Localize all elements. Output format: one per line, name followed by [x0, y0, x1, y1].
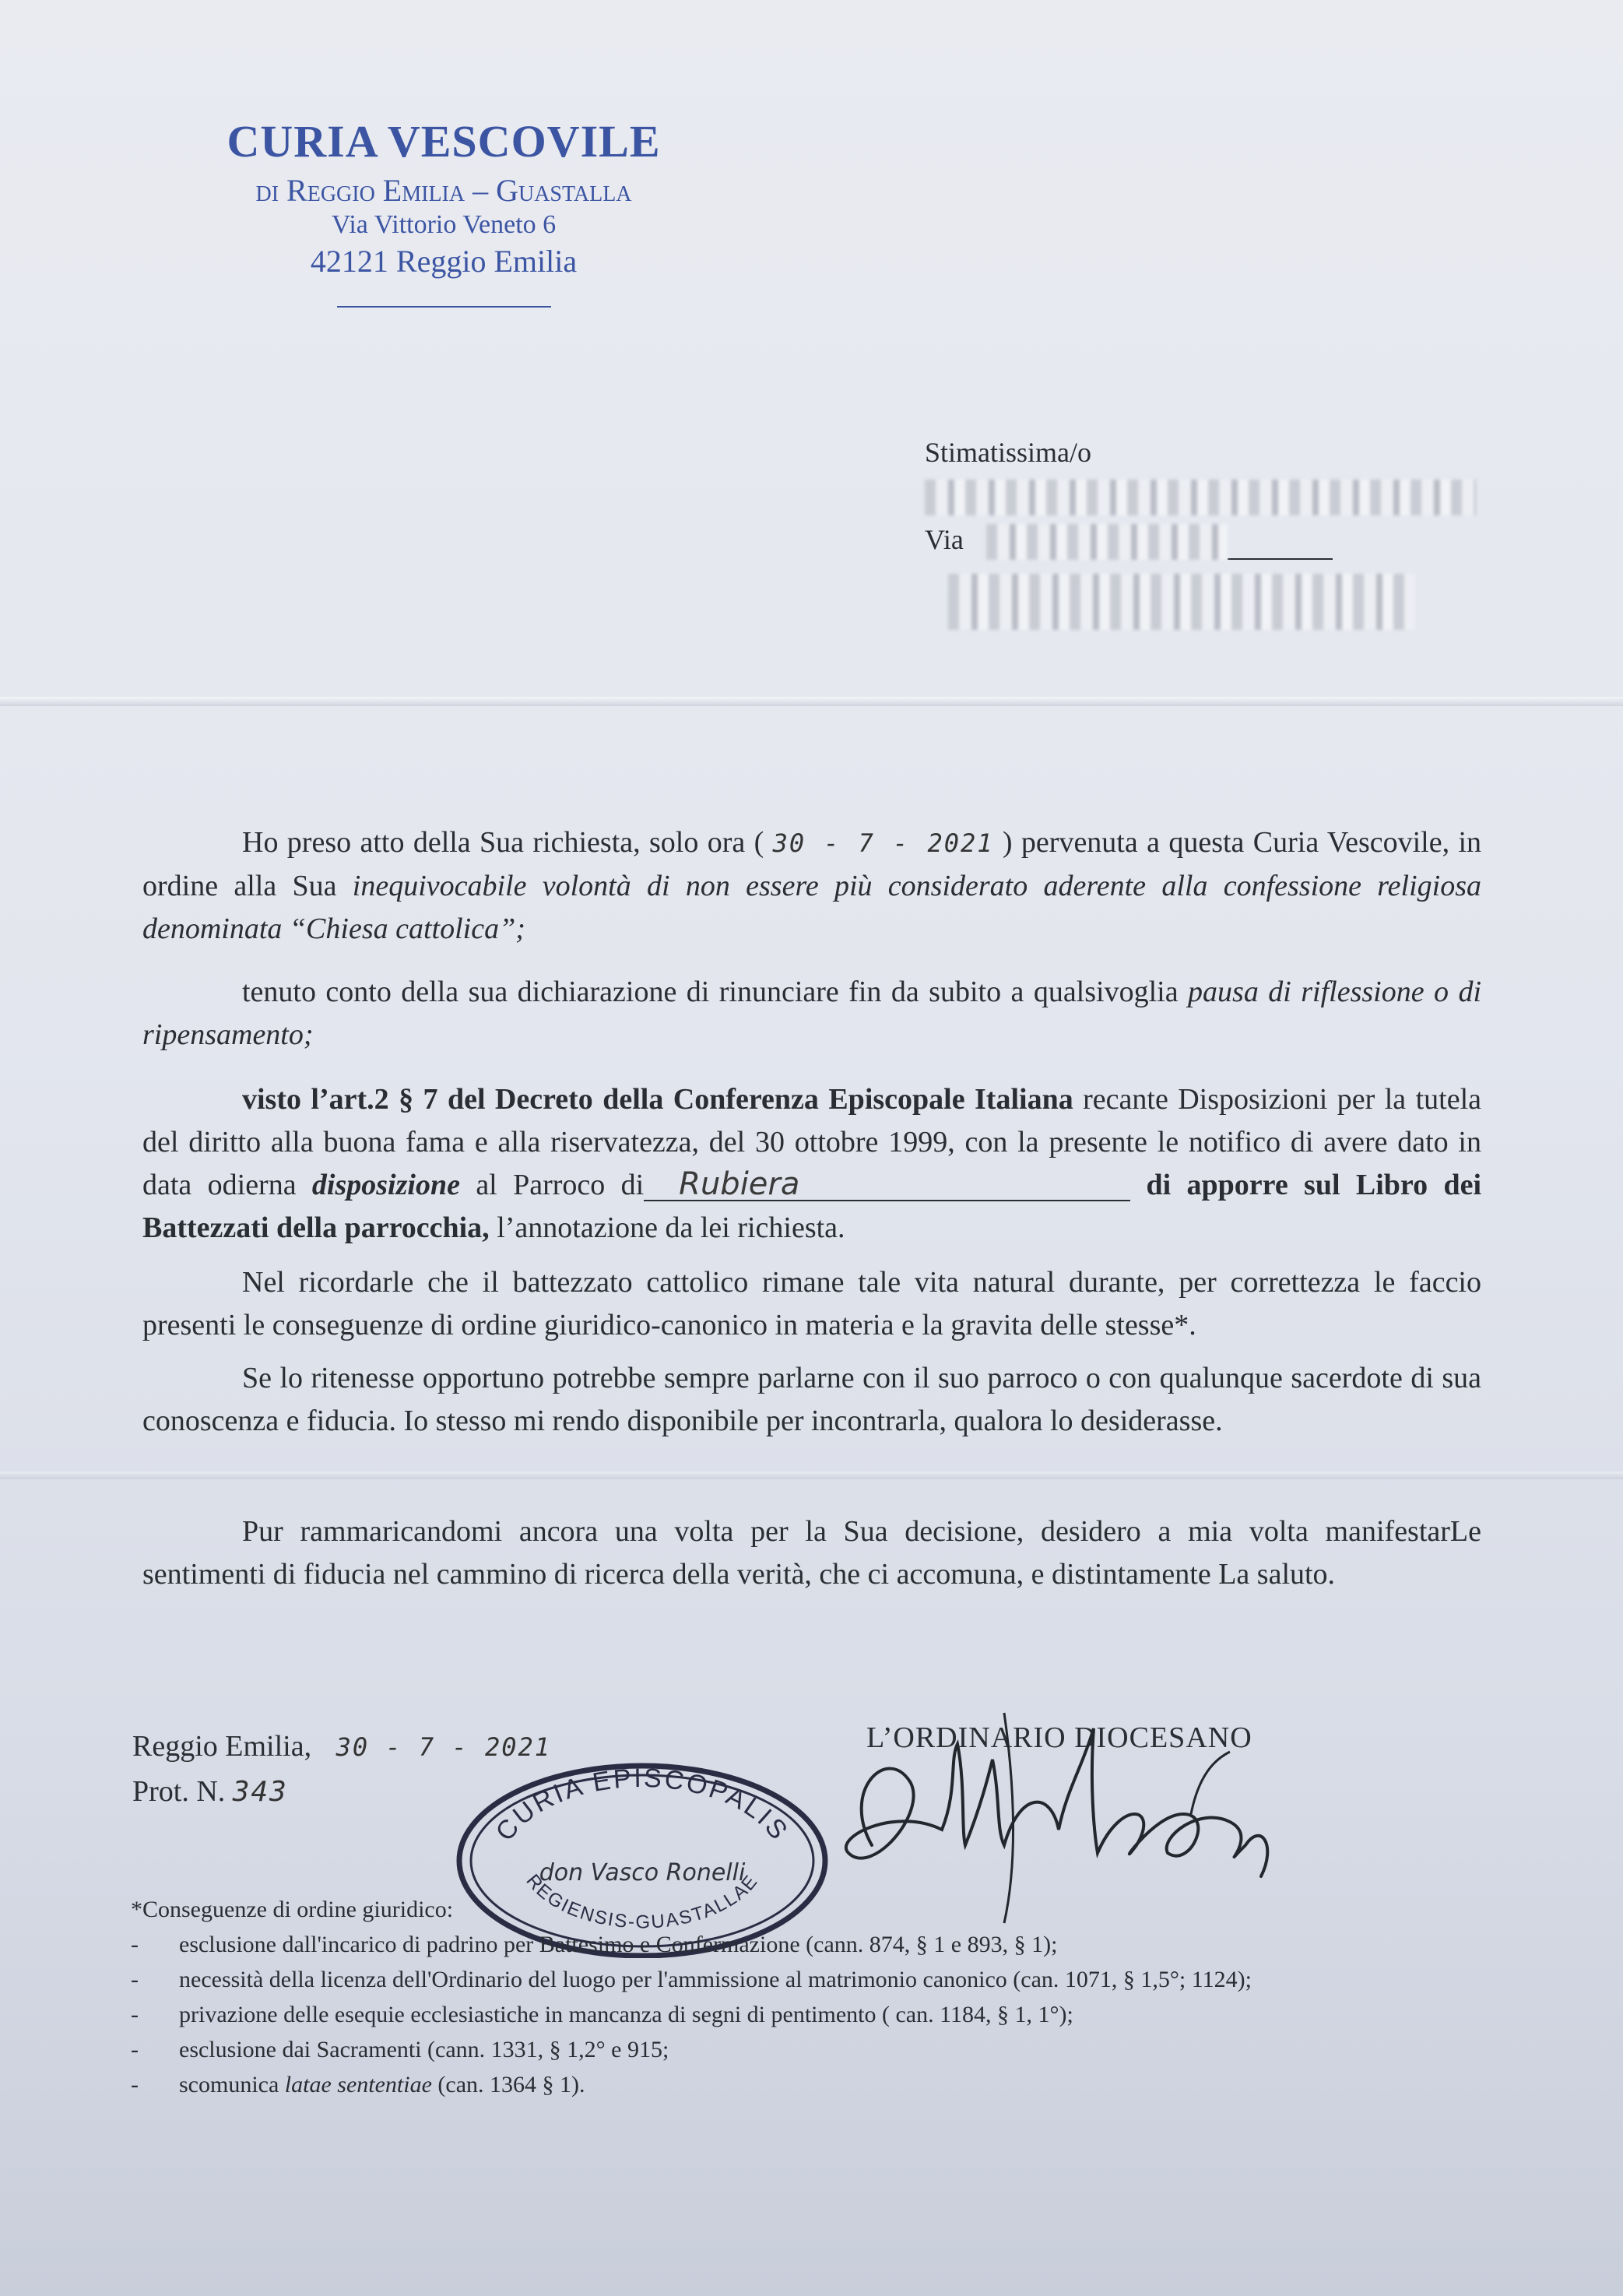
paragraph-3: [142, 1078, 1481, 1250]
footnotes: [131, 1892, 1252, 2102]
closing-place: Reggio Emilia,: [132, 1730, 312, 1763]
paper-fold-lower: [0, 1471, 1623, 1479]
p1-text-a: Ho preso atto della Sua richiesta, solo ora (: [242, 826, 764, 859]
redacted-city: [948, 574, 1415, 630]
paragraph-5: Se lo ritenesse opportuno potrebbe sempre parlarne con il suo parroco o con qualunque sacerdote di sua conoscenza e fiducia. Io stesso mi rendo disponibile per incontrarla, qualora lo desiderasse.: [142, 1362, 1481, 1437]
p3-bold: visto l’art.2 § 7 del Decreto della Conferenza Episcopale Italiana: [242, 1083, 1073, 1116]
paragraph-4: Nel ricordarle che il battezzato cattolico rimane tale vita natural durante, per correttezza le faccio presenti le conseguenze di ordine giuridico-canonico in materia e la gravita delle stesse*.: [142, 1266, 1481, 1341]
footnote-item: - privazione delle esequie ecclesiastiche in mancanza di segni di pentimento ( can. 1184, § 1, 1°);: [131, 2002, 1073, 2027]
stamp-top-text: CURIA EPISCOPALIS: [490, 1763, 795, 1847]
paragraph-1: [142, 821, 1481, 951]
letterhead-diocese: di Reggio Emilia – Guastalla: [255, 173, 632, 208]
p3-text-c: l’annotazione da lei richiesta.: [497, 1211, 845, 1244]
footnotes-heading: *Conseguenze di ordine giuridico:: [131, 1897, 454, 1922]
paragraph-6: Pur rammaricandomi ancora una volta per la Sua decisione, desidero a mia volta manifestarLe sentimenti di fiducia nel cammino di ricerca della verità, che ci accomuna, e distintamente La saluto.: [142, 1515, 1481, 1591]
street-underline: [1228, 535, 1333, 560]
paragraph-2: [142, 971, 1481, 1057]
closing-handwritten-date: 30 - 7 - 2021: [335, 1732, 552, 1762]
recipient-block: [925, 436, 1476, 630]
stamp-bottom-text: REGIENSIS-GUASTALLAE: [522, 1870, 763, 1933]
svg-text:CURIA EPISCOPALIS: [490, 1763, 794, 1847]
p3-text-b: al Parroco di: [476, 1169, 645, 1201]
p2-text: tenuto conto della sua dichiarazione di rinunciare fin da subito a qualsivoglia: [242, 976, 1179, 1008]
recipient-salutation: Stimatissima/o: [925, 437, 1092, 468]
letterhead-city: 42121 Reggio Emilia: [310, 244, 578, 279]
p3-handwritten-parish: Rubiera: [644, 1169, 1130, 1201]
footnote-item: - necessità della licenza dell'Ordinario del luogo per l'ammissione al matrimonio canonico (can. 1071, § 1,5°; 1124);: [131, 1967, 1252, 1992]
footnote-item: - scomunica latae sententiae (can. 1364 § 1).: [131, 2072, 585, 2097]
p1-handwritten-date: 30 - 7 - 2021: [772, 828, 994, 858]
redacted-name: [925, 480, 1476, 515]
footnote-item: - esclusione dall'incarico di padrino per Battesimo e Confermazione (cann. 874, § 1 e 893, § 1);: [131, 1932, 1058, 1957]
p3-bold-italic: disposizione: [311, 1169, 460, 1201]
footnote-item: - esclusione dai Sacramenti (cann. 1331, § 1,2° e 915;: [131, 2037, 669, 2062]
recipient-via-label: Via: [925, 523, 964, 555]
letterhead-street: Via Vittorio Veneto 6: [331, 210, 557, 239]
letterhead-rule: [337, 306, 551, 308]
p3-bold-2: di apporre sul Libro dei Battezzati della parrocchia,: [142, 1169, 1481, 1244]
p2-italic: pausa di riflessione o di ripensamento;: [142, 976, 1482, 1051]
protocol-label: Prot. N.: [132, 1775, 226, 1808]
letterhead: [195, 115, 693, 308]
p3-text-a: recante Disposizioni per la tutela del diritto alla buona fama e alla riservatezza, del 30 ottobre 1999, con la presente le notifico di avere dato in data odierna: [142, 1083, 1481, 1201]
stamp-handwritten-name: don Vasco Ronelli: [539, 1859, 746, 1886]
p1-text-b: ) pervenuta a questa Curia Vescovile, in ordine alla Sua: [142, 826, 1482, 902]
redacted-street: [986, 524, 1228, 560]
p1-italic: inequivocabile volontà di non essere più considerato aderente alla confessione religiosa denominata “Chiesa cattolica”;: [142, 870, 1481, 945]
protocol-number: 343: [232, 1776, 288, 1808]
letterhead-title: CURIA VESCOVILE: [227, 116, 661, 167]
paper-fold: [0, 697, 1623, 706]
signer-title: L’ORDINARIO DIOCESANO: [866, 1721, 1252, 1754]
